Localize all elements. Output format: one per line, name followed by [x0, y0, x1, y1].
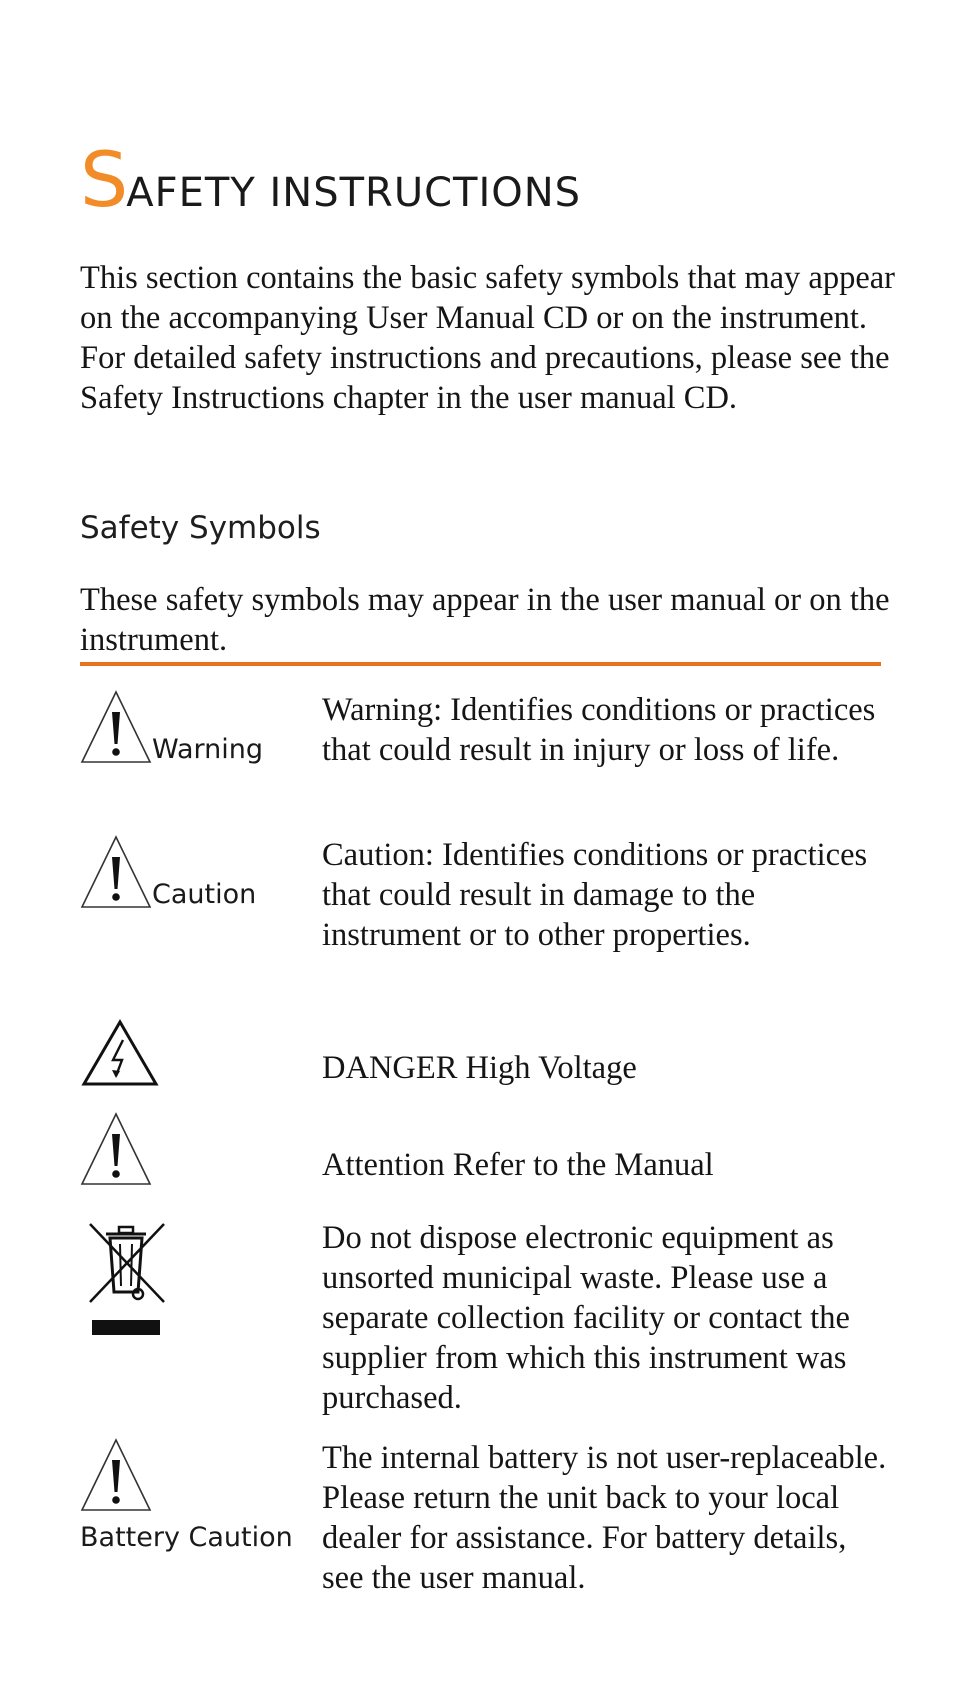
symbol-label: Warning: [152, 734, 264, 765]
symbol-row-caution: [80, 835, 880, 995]
symbol-row-attention: [80, 1112, 880, 1192]
high-voltage-icon: [82, 1020, 158, 1086]
warning-triangle-icon: [80, 690, 152, 764]
symbol-description: Caution: Identifies conditions or practices that could result in damage to the instrument or to other properties.: [322, 837, 868, 953]
symbol-description: Attention Refer to the Manual: [322, 1147, 714, 1183]
intro-paragraph: This section contains the basic safety symbols that may appear on the accompanying User Manual CD or on the instrument. For detailed safety instructions and precautions, please see the Safety Instructions chapter in the user manual CD.: [80, 260, 895, 416]
section-heading: Safety Symbols: [80, 510, 321, 546]
symbol-description: Do not dispose electronic equipment as unsorted municipal waste. Please use a separate collection facility or contact the supplier from which this instrument was purchased.: [322, 1220, 850, 1416]
symbol-row-weee: [80, 1218, 880, 1418]
page-title: [80, 135, 582, 224]
orange-divider: [80, 662, 881, 666]
symbol-row-high-voltage: [80, 1020, 880, 1100]
symbol-description: Warning: Identifies conditions or practices that could result in injury or loss of life.: [322, 692, 876, 768]
symbol-description: The internal battery is not user-replaceable. Please return the unit back to your local dealer for assistance. For battery details, see the user manual.: [322, 1440, 887, 1596]
battery-caution-icon: [80, 1438, 152, 1512]
caution-triangle-icon: [80, 835, 152, 909]
attention-triangle-icon: [80, 1112, 152, 1186]
title-rest: AFETY INSTRUCTIONS: [126, 170, 582, 216]
symbol-row-battery-caution: [80, 1438, 887, 1608]
symbol-row-warning: [80, 690, 880, 810]
symbol-label: Battery Caution: [80, 1522, 293, 1553]
symbol-description: DANGER High Voltage: [322, 1050, 637, 1086]
symbol-label: Caution: [152, 879, 257, 910]
section-intro: These safety symbols may appear in the user manual or on the instrument.: [80, 582, 890, 658]
weee-crossed-bin-icon: [84, 1220, 168, 1340]
title-initial: S: [80, 135, 129, 224]
